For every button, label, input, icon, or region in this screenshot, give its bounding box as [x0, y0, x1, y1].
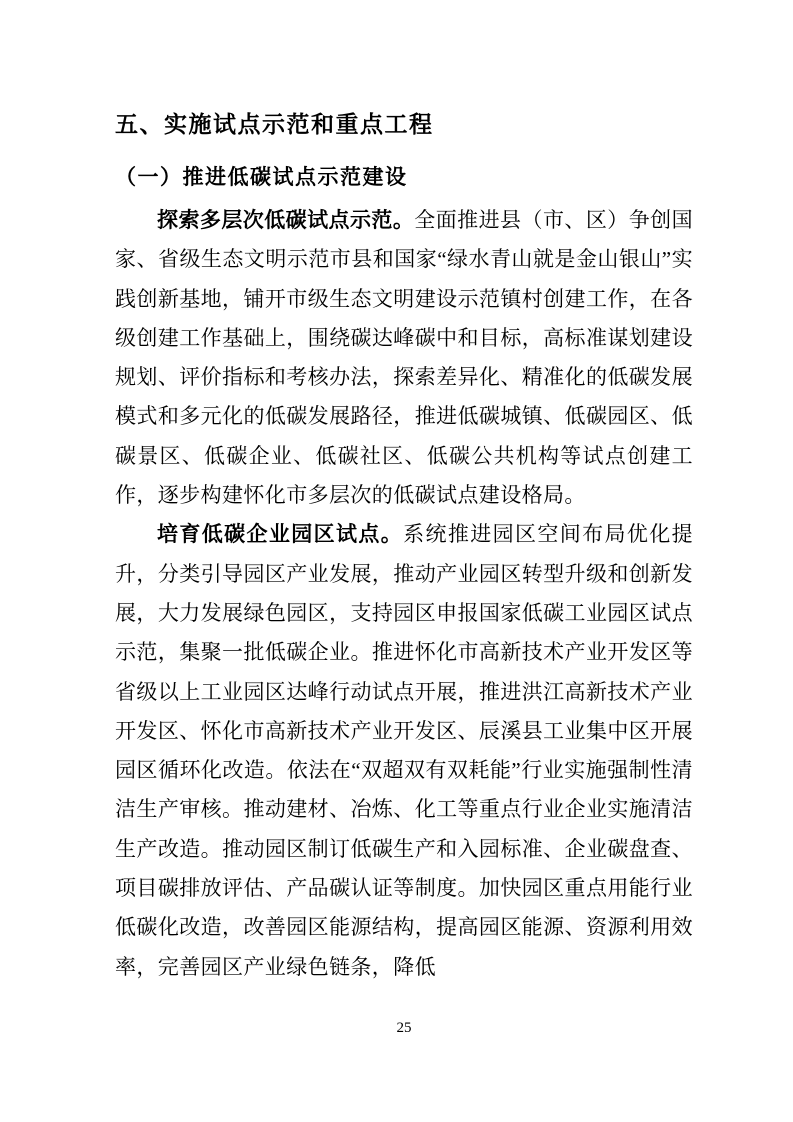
section-heading: 五、实施试点示范和重点工程: [115, 111, 434, 137]
paragraph-2-body-text: 系统推进园区空间布局优化提升，分类引导园区产业发展，推动产业园区转型升级和创新发展，大力发展绿色园区，支持园区申报国家低碳工业园区试点示范，集聚一批低碳企业。推进怀化市高新技术产业开发区等省级以上工业园区达峰行动试点开展，推进洪江高新技术产业开发区、怀化市高新技术产业开发区、辰溪县工业集中区开展园区循环化改造。依法在“双超双有双耗能”行业实施强制性清洁生产审核。推动建材、冶炼、化工等重点行业企业实施清洁生产改造。推动园区制订低碳生产和入园标准、企业碳盘查、项目碳排放评估、产品碳认证等制度。加快园区重点用能行业低碳化改造，改善园区能源结构，提高园区能源、资源利用效率，完善园区产业绿色链条，降低: [115, 522, 693, 979]
page-content: [115, 108, 693, 987]
page-number: 25: [396, 1020, 412, 1036]
paragraph-1-lead-sentence: 探索多层次低碳试点示范。: [157, 208, 415, 232]
paragraph-1-body-text: 全面推进县（市、区）争创国家、省级生态文明示范市县和国家“绿水青山就是金山银山”实践创新基地，铺开市级生态文明建设示范镇村创建工作，在各级创建工作基础上，围绕碳达峰碳中和目标，高标准谋划建设规划、评价指标和考核办法，探索差异化、精准化的低碳发展模式和多元化的低碳发展路径，推进低碳城镇、低碳园区、低碳景区、低碳企业、低碳社区、低碳公共机构等试点创建工作，逐步构建怀化市多层次的低碳试点建设格局。: [115, 208, 693, 508]
paragraph-1: [115, 201, 693, 515]
paragraph-2: [115, 515, 693, 987]
paragraph-2-lead-sentence: 培育低碳企业园区试点。: [157, 522, 404, 547]
subsection-heading: （一）推进低碳试点示范建设: [115, 165, 408, 189]
